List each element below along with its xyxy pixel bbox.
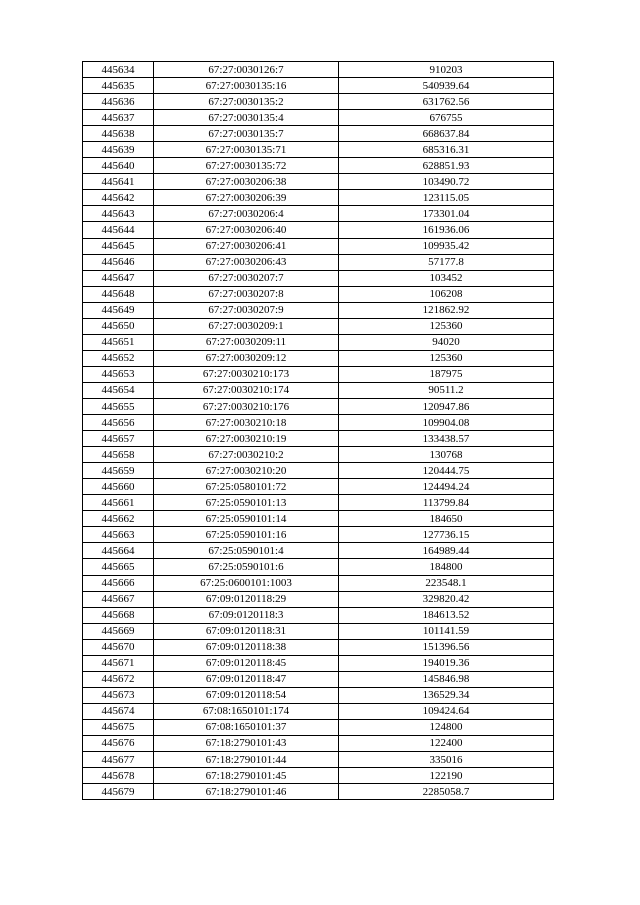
value-cell: 90511.2 xyxy=(339,382,554,398)
row-number-cell: 445635 xyxy=(83,78,154,94)
value-cell: 121862.92 xyxy=(339,302,554,318)
value-cell: 113799.84 xyxy=(339,495,554,511)
table-row xyxy=(83,752,554,768)
value-cell: 127736.15 xyxy=(339,527,554,543)
table-row xyxy=(83,655,554,671)
row-number-cell: 445660 xyxy=(83,479,154,495)
value-cell: 103452 xyxy=(339,270,554,286)
cadastral-number-cell: 67:27:0030135:72 xyxy=(154,158,339,174)
row-number-cell: 445678 xyxy=(83,768,154,784)
value-cell: 125360 xyxy=(339,350,554,366)
cadastral-number-cell: 67:18:2790101:43 xyxy=(154,735,339,751)
value-cell: 103490.72 xyxy=(339,174,554,190)
row-number-cell: 445648 xyxy=(83,286,154,302)
table-row xyxy=(83,78,554,94)
row-number-cell: 445663 xyxy=(83,527,154,543)
value-cell: 223548.1 xyxy=(339,575,554,591)
cadastral-number-cell: 67:09:0120118:54 xyxy=(154,687,339,703)
value-cell: 151396.56 xyxy=(339,639,554,655)
row-number-cell: 445651 xyxy=(83,334,154,350)
cadastral-number-cell: 67:27:0030210:174 xyxy=(154,382,339,398)
cadastral-number-cell: 67:27:0030210:2 xyxy=(154,447,339,463)
cadastral-number-cell: 67:25:0590101:13 xyxy=(154,495,339,511)
value-cell: 668637.84 xyxy=(339,126,554,142)
table-row xyxy=(83,366,554,382)
table-row xyxy=(83,158,554,174)
table-row xyxy=(83,398,554,414)
row-number-cell: 445645 xyxy=(83,238,154,254)
row-number-cell: 445671 xyxy=(83,655,154,671)
table-row xyxy=(83,334,554,350)
value-cell: 57177.8 xyxy=(339,254,554,270)
cadastral-number-cell: 67:27:0030209:1 xyxy=(154,318,339,334)
row-number-cell: 445672 xyxy=(83,671,154,687)
cadastral-number-cell: 67:27:0030135:2 xyxy=(154,94,339,110)
row-number-cell: 445661 xyxy=(83,495,154,511)
cadastral-number-cell: 67:27:0030210:18 xyxy=(154,415,339,431)
table-row xyxy=(83,543,554,559)
value-cell: 161936.06 xyxy=(339,222,554,238)
table-row xyxy=(83,559,554,575)
table-row xyxy=(83,784,554,800)
cadastral-number-cell: 67:27:0030135:4 xyxy=(154,110,339,126)
table-row xyxy=(83,270,554,286)
value-cell: 120947.86 xyxy=(339,398,554,414)
cadastral-number-cell: 67:27:0030206:43 xyxy=(154,254,339,270)
row-number-cell: 445677 xyxy=(83,752,154,768)
table-row xyxy=(83,254,554,270)
cadastral-number-cell: 67:27:0030206:39 xyxy=(154,190,339,206)
value-cell: 2285058.7 xyxy=(339,784,554,800)
row-number-cell: 445669 xyxy=(83,623,154,639)
cadastral-number-cell: 67:09:0120118:31 xyxy=(154,623,339,639)
table-row xyxy=(83,703,554,719)
row-number-cell: 445647 xyxy=(83,270,154,286)
value-cell: 184800 xyxy=(339,559,554,575)
table-row xyxy=(83,511,554,527)
value-cell: 109904.08 xyxy=(339,415,554,431)
table-row xyxy=(83,591,554,607)
value-cell: 106208 xyxy=(339,286,554,302)
table-row xyxy=(83,495,554,511)
table-row xyxy=(83,431,554,447)
cadastral-number-cell: 67:27:0030210:20 xyxy=(154,463,339,479)
table-row xyxy=(83,126,554,142)
row-number-cell: 445670 xyxy=(83,639,154,655)
value-cell: 173301.04 xyxy=(339,206,554,222)
table-row xyxy=(83,382,554,398)
value-cell: 109935.42 xyxy=(339,238,554,254)
data-table-body xyxy=(83,62,554,800)
table-row xyxy=(83,415,554,431)
table-row xyxy=(83,527,554,543)
cadastral-number-cell: 67:09:0120118:45 xyxy=(154,655,339,671)
table-row xyxy=(83,575,554,591)
value-cell: 124800 xyxy=(339,719,554,735)
row-number-cell: 445667 xyxy=(83,591,154,607)
cadastral-number-cell: 67:27:0030206:40 xyxy=(154,222,339,238)
cadastral-number-cell: 67:25:0580101:72 xyxy=(154,479,339,495)
cadastral-number-cell: 67:27:0030135:71 xyxy=(154,142,339,158)
cadastral-number-cell: 67:09:0120118:3 xyxy=(154,607,339,623)
table-row xyxy=(83,286,554,302)
table-row xyxy=(83,719,554,735)
cadastral-number-cell: 67:27:0030207:9 xyxy=(154,302,339,318)
cadastral-number-cell: 67:27:0030206:38 xyxy=(154,174,339,190)
row-number-cell: 445654 xyxy=(83,382,154,398)
row-number-cell: 445656 xyxy=(83,415,154,431)
table-row xyxy=(83,447,554,463)
data-table xyxy=(82,61,554,800)
row-number-cell: 445673 xyxy=(83,687,154,703)
value-cell: 164989.44 xyxy=(339,543,554,559)
cadastral-number-cell: 67:27:0030206:4 xyxy=(154,206,339,222)
row-number-cell: 445639 xyxy=(83,142,154,158)
row-number-cell: 445658 xyxy=(83,447,154,463)
table-row xyxy=(83,639,554,655)
table-row xyxy=(83,174,554,190)
value-cell: 120444.75 xyxy=(339,463,554,479)
table-row xyxy=(83,463,554,479)
cadastral-number-cell: 67:27:0030206:41 xyxy=(154,238,339,254)
value-cell: 133438.57 xyxy=(339,431,554,447)
cadastral-number-cell: 67:27:0030135:7 xyxy=(154,126,339,142)
row-number-cell: 445652 xyxy=(83,350,154,366)
value-cell: 123115.05 xyxy=(339,190,554,206)
row-number-cell: 445665 xyxy=(83,559,154,575)
value-cell: 145846.98 xyxy=(339,671,554,687)
row-number-cell: 445641 xyxy=(83,174,154,190)
table-row xyxy=(83,623,554,639)
table-row xyxy=(83,687,554,703)
table-row xyxy=(83,607,554,623)
row-number-cell: 445664 xyxy=(83,543,154,559)
row-number-cell: 445662 xyxy=(83,511,154,527)
row-number-cell: 445668 xyxy=(83,607,154,623)
row-number-cell: 445649 xyxy=(83,302,154,318)
cadastral-number-cell: 67:27:0030210:19 xyxy=(154,431,339,447)
table-row xyxy=(83,142,554,158)
row-number-cell: 445675 xyxy=(83,719,154,735)
row-number-cell: 445655 xyxy=(83,398,154,414)
row-number-cell: 445679 xyxy=(83,784,154,800)
cadastral-number-cell: 67:25:0600101:1003 xyxy=(154,575,339,591)
table-row xyxy=(83,350,554,366)
value-cell: 187975 xyxy=(339,366,554,382)
row-number-cell: 445642 xyxy=(83,190,154,206)
cadastral-number-cell: 67:18:2790101:46 xyxy=(154,784,339,800)
row-number-cell: 445653 xyxy=(83,366,154,382)
value-cell: 676755 xyxy=(339,110,554,126)
row-number-cell: 445659 xyxy=(83,463,154,479)
row-number-cell: 445637 xyxy=(83,110,154,126)
cadastral-number-cell: 67:27:0030135:16 xyxy=(154,78,339,94)
value-cell: 194019.36 xyxy=(339,655,554,671)
cadastral-number-cell: 67:09:0120118:47 xyxy=(154,671,339,687)
row-number-cell: 445666 xyxy=(83,575,154,591)
cadastral-number-cell: 67:25:0590101:6 xyxy=(154,559,339,575)
value-cell: 122190 xyxy=(339,768,554,784)
row-number-cell: 445634 xyxy=(83,62,154,78)
table-row xyxy=(83,768,554,784)
table-row xyxy=(83,671,554,687)
row-number-cell: 445657 xyxy=(83,431,154,447)
row-number-cell: 445644 xyxy=(83,222,154,238)
table-row xyxy=(83,94,554,110)
cadastral-number-cell: 67:25:0590101:16 xyxy=(154,527,339,543)
value-cell: 685316.31 xyxy=(339,142,554,158)
value-cell: 329820.42 xyxy=(339,591,554,607)
cadastral-number-cell: 67:08:1650101:37 xyxy=(154,719,339,735)
row-number-cell: 445636 xyxy=(83,94,154,110)
row-number-cell: 445643 xyxy=(83,206,154,222)
value-cell: 184650 xyxy=(339,511,554,527)
cadastral-number-cell: 67:27:0030207:7 xyxy=(154,270,339,286)
value-cell: 184613.52 xyxy=(339,607,554,623)
cadastral-number-cell: 67:27:0030209:12 xyxy=(154,350,339,366)
row-number-cell: 445646 xyxy=(83,254,154,270)
table-row xyxy=(83,318,554,334)
cadastral-number-cell: 67:27:0030126:7 xyxy=(154,62,339,78)
cadastral-number-cell: 67:18:2790101:45 xyxy=(154,768,339,784)
cadastral-number-cell: 67:27:0030210:176 xyxy=(154,398,339,414)
table-row xyxy=(83,479,554,495)
table-row xyxy=(83,222,554,238)
value-cell: 122400 xyxy=(339,735,554,751)
row-number-cell: 445674 xyxy=(83,703,154,719)
table-row xyxy=(83,110,554,126)
table-row xyxy=(83,238,554,254)
value-cell: 124494.24 xyxy=(339,479,554,495)
cadastral-number-cell: 67:27:0030210:173 xyxy=(154,366,339,382)
table-row xyxy=(83,206,554,222)
value-cell: 109424.64 xyxy=(339,703,554,719)
cadastral-number-cell: 67:27:0030207:8 xyxy=(154,286,339,302)
value-cell: 540939.64 xyxy=(339,78,554,94)
row-number-cell: 445640 xyxy=(83,158,154,174)
row-number-cell: 445676 xyxy=(83,735,154,751)
value-cell: 136529.34 xyxy=(339,687,554,703)
cadastral-number-cell: 67:09:0120118:29 xyxy=(154,591,339,607)
row-number-cell: 445650 xyxy=(83,318,154,334)
cadastral-number-cell: 67:08:1650101:174 xyxy=(154,703,339,719)
value-cell: 335016 xyxy=(339,752,554,768)
cadastral-number-cell: 67:18:2790101:44 xyxy=(154,752,339,768)
table-row xyxy=(83,190,554,206)
row-number-cell: 445638 xyxy=(83,126,154,142)
cadastral-number-cell: 67:27:0030209:11 xyxy=(154,334,339,350)
value-cell: 101141.59 xyxy=(339,623,554,639)
value-cell: 94020 xyxy=(339,334,554,350)
cadastral-number-cell: 67:09:0120118:38 xyxy=(154,639,339,655)
cadastral-number-cell: 67:25:0590101:4 xyxy=(154,543,339,559)
table-row xyxy=(83,62,554,78)
value-cell: 130768 xyxy=(339,447,554,463)
value-cell: 628851.93 xyxy=(339,158,554,174)
table-row xyxy=(83,302,554,318)
cadastral-number-cell: 67:25:0590101:14 xyxy=(154,511,339,527)
value-cell: 910203 xyxy=(339,62,554,78)
value-cell: 125360 xyxy=(339,318,554,334)
table-row xyxy=(83,735,554,751)
value-cell: 631762.56 xyxy=(339,94,554,110)
